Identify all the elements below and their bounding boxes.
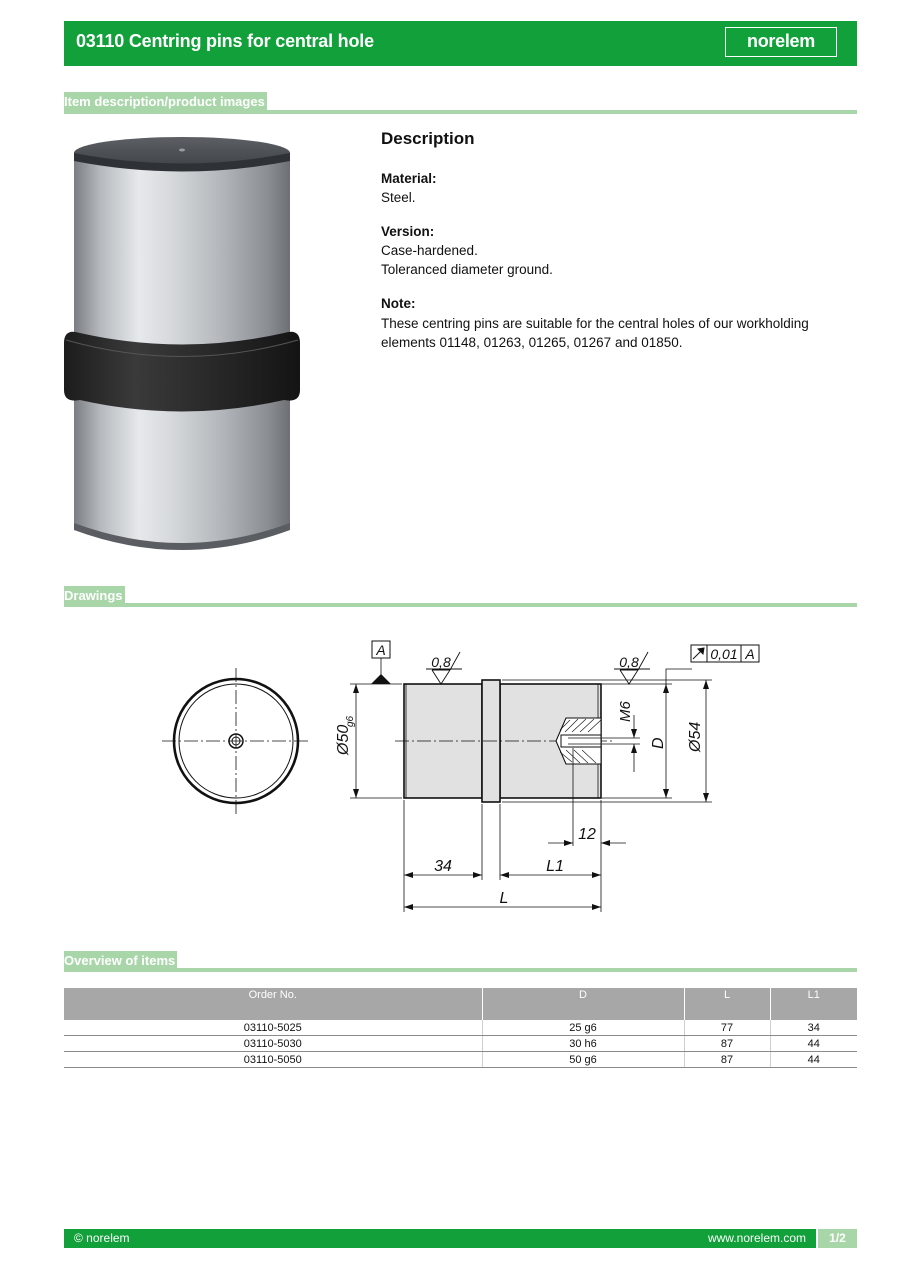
l-cell: 87 bbox=[684, 1036, 770, 1052]
roughness-symbols bbox=[426, 652, 650, 684]
material-text: Steel. bbox=[381, 190, 416, 205]
side-view bbox=[395, 680, 612, 802]
dimension-l-label: L bbox=[499, 890, 509, 907]
diameter-50-label: Ø50 bbox=[335, 724, 352, 755]
table-row[interactable] bbox=[64, 1020, 857, 1036]
version-label: Version: bbox=[381, 224, 435, 239]
d-cell: 30 h6 bbox=[482, 1036, 684, 1052]
version-line-1: Case-hardened. bbox=[381, 243, 478, 258]
l-cell: 87 bbox=[684, 1052, 770, 1068]
copyright: © norelem bbox=[74, 1231, 130, 1245]
dimension-12-label: 12 bbox=[578, 826, 596, 843]
page-title: 03110 Centring pins for central hole bbox=[76, 31, 374, 51]
section-label-item-description: Item description/product images bbox=[64, 94, 265, 109]
page-footer bbox=[64, 1229, 816, 1248]
table-row[interactable] bbox=[64, 1036, 857, 1052]
section-label-overview: Overview of items bbox=[64, 953, 176, 968]
runout-tolerance-value: 0,01 bbox=[710, 646, 738, 662]
table-header-row bbox=[64, 988, 857, 1020]
runout-datum-label: A bbox=[745, 646, 755, 662]
roughness-right-value: 0,8 bbox=[619, 654, 639, 670]
column-header-d: D bbox=[482, 988, 684, 1020]
dimension-d-label: D bbox=[650, 737, 667, 749]
front-view bbox=[162, 668, 310, 814]
column-header-order-no: Order No. bbox=[64, 988, 482, 1020]
order-no-cell[interactable]: 03110-5050 bbox=[64, 1052, 482, 1068]
l1-cell: 44 bbox=[770, 1052, 857, 1068]
datum-label: A bbox=[376, 642, 386, 658]
dimension-l1-label: L1 bbox=[546, 858, 564, 875]
l1-cell: 44 bbox=[770, 1036, 857, 1052]
section-divider bbox=[64, 968, 857, 972]
column-header-l: L bbox=[684, 988, 770, 1020]
note-label: Note: bbox=[381, 296, 416, 311]
version-line-2: Toleranced diameter ground. bbox=[381, 262, 553, 277]
note-text: These centring pins are suitable for the central holes of our workholding elements 01148, 01263, 01265, 01267 and 01850. bbox=[381, 316, 809, 350]
description-title: Description bbox=[381, 129, 475, 148]
table-row[interactable] bbox=[64, 1052, 857, 1068]
diameter-54-label: Ø54 bbox=[687, 721, 704, 752]
order-no-cell[interactable]: 03110-5030 bbox=[64, 1036, 482, 1052]
website-link[interactable]: www.norelem.com bbox=[707, 1231, 806, 1245]
l-cell: 77 bbox=[684, 1020, 770, 1036]
d-cell: 50 g6 bbox=[482, 1052, 684, 1068]
l1-cell: 34 bbox=[770, 1020, 857, 1036]
logo-text: norelem bbox=[747, 31, 815, 51]
order-no-cell[interactable]: 03110-5025 bbox=[64, 1020, 482, 1036]
items-table bbox=[64, 988, 857, 1068]
page-number: 1/2 bbox=[818, 1229, 857, 1248]
diameter-50-fit-label: g6 bbox=[345, 715, 356, 727]
thread-m6-label: M6 bbox=[617, 701, 634, 722]
material-label: Material: bbox=[381, 171, 437, 186]
column-header-l1: L1 bbox=[770, 988, 857, 1020]
d-cell: 25 g6 bbox=[482, 1020, 684, 1036]
roughness-left-value: 0,8 bbox=[431, 654, 451, 670]
section-label-drawings: Drawings bbox=[64, 588, 123, 603]
dimension-34-label: 34 bbox=[434, 858, 452, 875]
